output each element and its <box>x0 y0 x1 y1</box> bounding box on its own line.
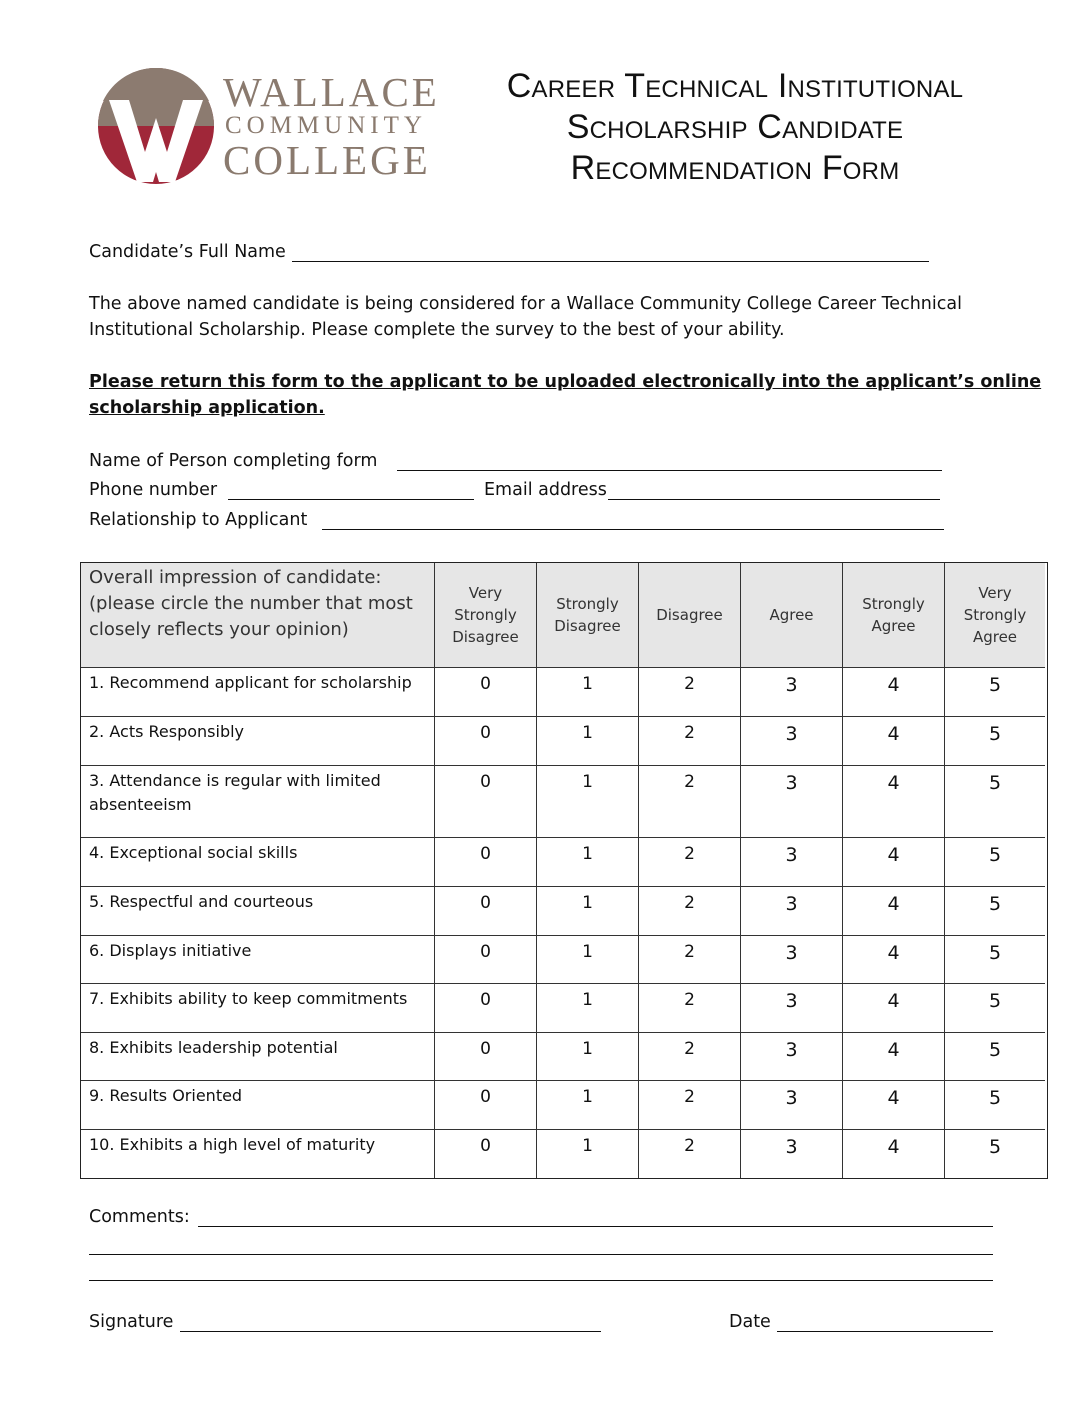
header-title-line-2: (please circle the number that most <box>89 593 413 614</box>
comments-label: Comments: <box>89 1207 190 1227</box>
table-row-label <box>81 717 435 766</box>
rating-option-2[interactable]: 2 <box>639 936 741 984</box>
scale-header-text: Disagree <box>656 606 723 624</box>
row-label-text: 1. Recommend applicant for scholarship <box>89 673 412 692</box>
rating-option-1[interactable]: 1 <box>537 1033 639 1081</box>
rating-option-5[interactable]: 5 <box>945 1033 1045 1081</box>
table-row-label <box>81 838 435 887</box>
scale-header-text: Strongly <box>963 606 1027 624</box>
row-label-text: absenteeism <box>89 795 192 814</box>
row-label-text: 4. Exceptional social skills <box>89 843 298 862</box>
row-label-text: 10. Exhibits a high level of maturity <box>89 1135 376 1154</box>
table-row-label <box>81 668 435 717</box>
rating-option-4[interactable]: 4 <box>843 1081 945 1130</box>
rating-option-2[interactable]: 2 <box>639 766 741 838</box>
relationship-label: Relationship to Applicant <box>89 510 308 530</box>
row-label-text: 8. Exhibits leadership potential <box>89 1038 338 1057</box>
rating-option-0[interactable]: 0 <box>435 984 537 1033</box>
phone-label: Phone number <box>89 480 218 500</box>
rating-option-2[interactable]: 2 <box>639 887 741 936</box>
rating-option-5[interactable]: 5 <box>945 717 1045 766</box>
row-label-text: 5. Respectful and courteous <box>89 892 314 911</box>
rating-option-0[interactable]: 0 <box>435 936 537 984</box>
scale-header-4 <box>843 563 945 668</box>
logo-wallace: WALLACE <box>223 69 440 115</box>
college-emblem-icon <box>95 66 217 188</box>
rating-option-0[interactable]: 0 <box>435 1130 537 1178</box>
rating-option-1[interactable]: 1 <box>537 838 639 887</box>
header-title-line-1: Overall impression of candidate: <box>89 567 382 588</box>
intro-line-2: Institutional Scholarship. Please complete the survey to the best of your ability. <box>89 320 785 340</box>
rating-option-2[interactable]: 2 <box>639 1130 741 1178</box>
email-field[interactable] <box>608 499 940 500</box>
rating-option-0[interactable]: 0 <box>435 1081 537 1130</box>
rating-option-5[interactable]: 5 <box>945 766 1045 838</box>
table-row-label <box>81 1033 435 1081</box>
title-line-2: Scholarship Candidate <box>566 108 904 146</box>
rating-option-1[interactable]: 1 <box>537 1130 639 1178</box>
rating-option-0[interactable]: 0 <box>435 668 537 717</box>
form-title <box>460 66 1010 189</box>
rating-option-5[interactable]: 5 <box>988 1136 1002 1158</box>
date-label: Date <box>729 1312 771 1332</box>
intro-line-1: The above named candidate is being considered for a Wallace Community College Career Technical <box>89 294 962 314</box>
rating-option-1[interactable]: 1 <box>537 766 639 838</box>
comments-field-line-3[interactable] <box>89 1280 993 1281</box>
rating-option-4[interactable]: 4 <box>843 1033 945 1081</box>
rating-option-2[interactable]: 2 <box>639 717 741 766</box>
row-label-text: 9. Results Oriented <box>89 1086 243 1105</box>
scale-header-text: Disagree <box>554 617 621 635</box>
rating-option-5[interactable]: 5 <box>945 1081 1045 1130</box>
scale-header-text: Disagree <box>452 628 519 646</box>
signature-field[interactable] <box>180 1331 601 1332</box>
rating-option-4[interactable]: 4 <box>843 1130 945 1178</box>
rating-option-3[interactable]: 3 <box>741 1081 843 1130</box>
scale-header-text: Very <box>468 584 503 602</box>
rating-option-3[interactable]: 3 <box>741 668 843 717</box>
rating-option-1[interactable]: 1 <box>537 936 639 984</box>
rating-option-4[interactable]: 4 <box>843 717 945 766</box>
scale-header-text: Agree <box>769 606 814 624</box>
table-row-label <box>81 1081 435 1130</box>
comments-field-line-1[interactable] <box>198 1226 993 1227</box>
email-label: Email address <box>484 480 607 500</box>
scale-header-2 <box>639 563 741 668</box>
rating-option-1[interactable]: 1 <box>537 668 639 717</box>
table-header-title <box>81 563 435 668</box>
rating-option-2[interactable]: 2 <box>639 668 741 717</box>
candidate-name-label: Candidate’s Full Name <box>89 242 286 262</box>
rating-option-3[interactable]: 3 <box>741 1033 843 1081</box>
rating-option-0[interactable]: 0 <box>435 1033 537 1081</box>
table-row-label <box>81 936 435 984</box>
rating-option-3[interactable]: 3 <box>741 887 843 936</box>
rating-option-4[interactable]: 4 <box>843 668 945 717</box>
rating-option-2[interactable]: 2 <box>639 1081 741 1130</box>
rating-option-0[interactable]: 0 <box>435 717 537 766</box>
comments-field-line-2[interactable] <box>89 1254 993 1255</box>
table-row-label <box>81 1130 435 1178</box>
phone-field[interactable] <box>228 499 474 500</box>
rating-option-5[interactable]: 5 <box>945 936 1045 984</box>
rating-option-3[interactable]: 3 <box>741 984 843 1033</box>
rating-option-4[interactable]: 4 <box>843 838 945 887</box>
table-row-label <box>81 887 435 936</box>
rating-table <box>80 562 1048 1179</box>
rating-option-4[interactable]: 4 <box>843 936 945 984</box>
rating-option-2[interactable]: 2 <box>639 838 741 887</box>
rating-option-3[interactable]: 3 <box>741 838 843 887</box>
rating-option-5[interactable]: 5 <box>945 984 1045 1033</box>
scale-header-text: Strongly <box>556 595 619 613</box>
rating-option-0[interactable]: 0 <box>435 887 537 936</box>
notice-line-1: Please return this form to the applicant to be uploaded electronically into the applicant’s online <box>89 372 1042 392</box>
rating-option-2[interactable]: 2 <box>639 1033 741 1081</box>
rating-option-3[interactable]: 3 <box>741 1130 843 1178</box>
scale-header-5 <box>945 563 1045 668</box>
rating-option-4[interactable]: 4 <box>843 766 945 838</box>
row-label-text: 3. Attendance is regular with limited <box>89 771 381 790</box>
rating-option-3[interactable]: 3 <box>741 936 843 984</box>
rating-option-5[interactable]: 5 <box>945 668 1045 717</box>
header-title-line-3: closely reflects your opinion) <box>89 619 349 640</box>
title-line-3: Recommendation Form <box>570 149 900 187</box>
title-line-1: Career Technical Institutional <box>506 67 964 105</box>
date-field[interactable] <box>777 1331 993 1332</box>
relationship-field[interactable] <box>322 529 944 530</box>
rating-option-2[interactable]: 2 <box>639 984 741 1033</box>
scale-header-3 <box>741 563 843 668</box>
scale-header-text: Agree <box>972 628 1018 646</box>
rating-option-1[interactable]: 1 <box>537 887 639 936</box>
rating-option-4[interactable]: 4 <box>843 887 945 936</box>
notice-line-2: scholarship application. <box>89 398 325 418</box>
rating-option-1[interactable]: 1 <box>537 1081 639 1130</box>
rating-option-1[interactable]: 1 <box>537 717 639 766</box>
logo-community: COMMUNITY <box>225 112 427 139</box>
college-logo <box>95 66 445 186</box>
rating-option-0[interactable]: 0 <box>435 838 537 887</box>
signature-label: Signature <box>89 1312 174 1332</box>
rating-option-1[interactable]: 1 <box>537 984 639 1033</box>
rating-option-5[interactable]: 5 <box>945 887 1045 936</box>
rating-option-3[interactable]: 3 <box>741 766 843 838</box>
scale-header-text: Very <box>978 584 1012 602</box>
logo-college: COLLEGE <box>223 137 431 183</box>
scale-header-text: Agree <box>871 617 916 635</box>
scale-header-0 <box>435 563 537 668</box>
rating-option-0[interactable]: 0 <box>435 766 537 838</box>
rating-option-4[interactable]: 4 <box>843 984 945 1033</box>
row-label-text: 7. Exhibits ability to keep commitments <box>89 989 408 1008</box>
rating-option-3[interactable]: 3 <box>741 717 843 766</box>
completer-name-label: Name of Person completing form <box>89 451 378 471</box>
rating-option-5[interactable]: 5 <box>945 838 1045 887</box>
row-label-text: 2. Acts Responsibly <box>89 722 245 741</box>
completer-name-field[interactable] <box>397 470 942 471</box>
table-row-label <box>81 766 435 838</box>
scale-header-text: Strongly <box>862 595 925 613</box>
scale-header-text: Strongly <box>454 606 517 624</box>
row-label-text: 6. Displays initiative <box>89 941 252 960</box>
scale-header-1 <box>537 563 639 668</box>
table-row-label <box>81 984 435 1033</box>
candidate-name-field[interactable] <box>292 261 929 262</box>
